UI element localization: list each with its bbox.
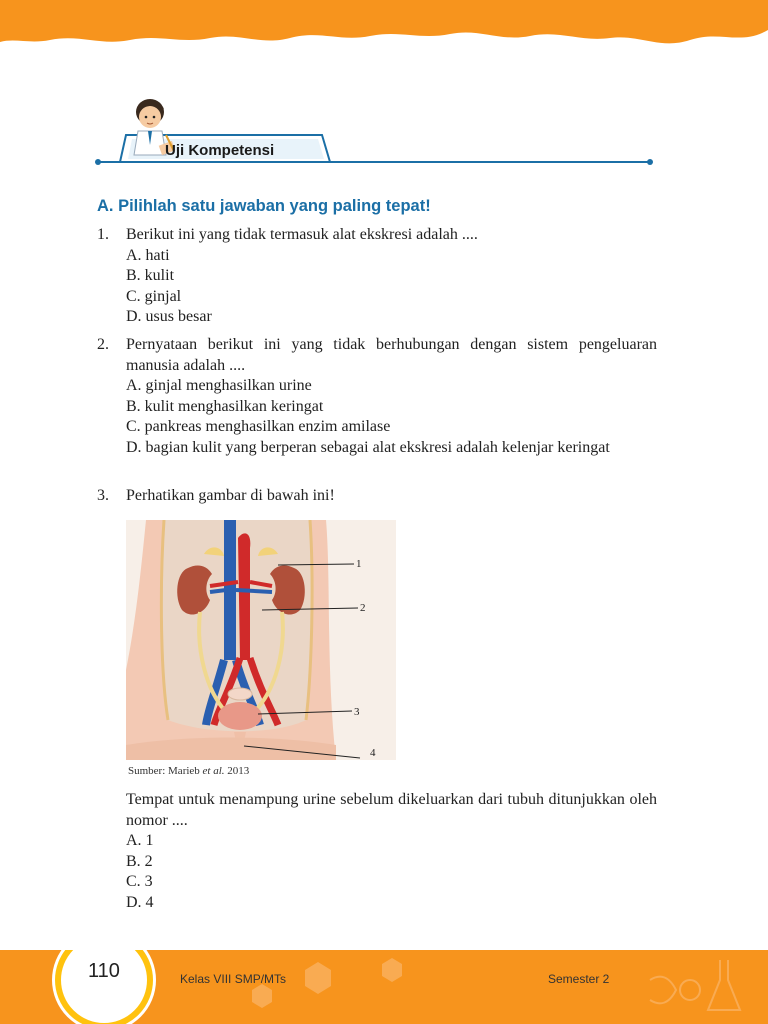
option-list <box>126 831 657 913</box>
urinary-system-illustration <box>126 520 396 760</box>
question-number: 3. <box>97 487 109 504</box>
top-decorative-band <box>0 0 768 60</box>
figure-label-2: 2 <box>360 602 366 614</box>
option-b[interactable]: B. kulit <box>126 267 175 284</box>
question-3 <box>97 486 657 507</box>
section-badge-title: Uji Kompetensi <box>165 142 275 159</box>
footer-semester: Semester 2 <box>548 972 610 986</box>
caption-italic: et al. <box>202 765 225 777</box>
caption-source: Sumber: Marieb <box>128 765 203 777</box>
question-2 <box>97 335 657 458</box>
figure-label-3: 3 <box>354 706 360 718</box>
option-d[interactable]: D. usus besar <box>126 308 212 325</box>
question-number: 1. <box>97 226 109 243</box>
option-b[interactable]: B. 2 <box>126 852 153 870</box>
option-c[interactable]: C. ginjal <box>126 287 182 305</box>
option-list <box>126 376 657 458</box>
question-stem: Berikut ini yang tidak termasuk alat ekskresi adalah .... <box>126 226 478 243</box>
option-a[interactable]: A. ginjal menghasilkan urine <box>126 377 312 394</box>
option-d[interactable]: D. bagian kulit yang berperan sebagai alat ekskresi adalah kelenjar keringat <box>126 438 610 456</box>
option-b[interactable]: B. kulit menghasilkan keringat <box>126 397 324 415</box>
question-3-followup <box>126 790 657 913</box>
option-c[interactable]: C. pankreas menghasilkan enzim amilase <box>126 418 391 435</box>
question-stem: Pernyataan berikut ini yang tidak berhubungan dengan sistem pengeluaran manusia adalah .... <box>126 336 657 374</box>
question-followup-stem: Tempat untuk menampung urine sebelum dikeluarkan dari tubuh ditunjukkan oleh nomor .... <box>126 791 657 829</box>
page-number: 110 <box>88 960 120 982</box>
option-list <box>126 246 657 328</box>
section-title: A. Pilihlah satu jawaban yang paling tepat! <box>97 197 431 215</box>
question-1 <box>97 225 657 328</box>
option-d[interactable]: D. 4 <box>126 893 154 911</box>
figure-label-4: 4 <box>370 747 376 759</box>
footer-book-title: Kelas VIII SMP/MTs <box>180 972 287 986</box>
option-c[interactable]: C. 3 <box>126 873 153 890</box>
figure-label-1: 1 <box>356 558 362 570</box>
option-a[interactable]: A. hati <box>126 246 170 264</box>
question-stem: Perhatikan gambar di bawah ini! <box>126 487 335 504</box>
question-number: 2. <box>97 336 109 353</box>
section-header-badge <box>92 95 662 175</box>
option-a[interactable]: A. 1 <box>126 832 154 849</box>
caption-year: 2013 <box>224 765 250 777</box>
figure-caption <box>128 765 249 777</box>
